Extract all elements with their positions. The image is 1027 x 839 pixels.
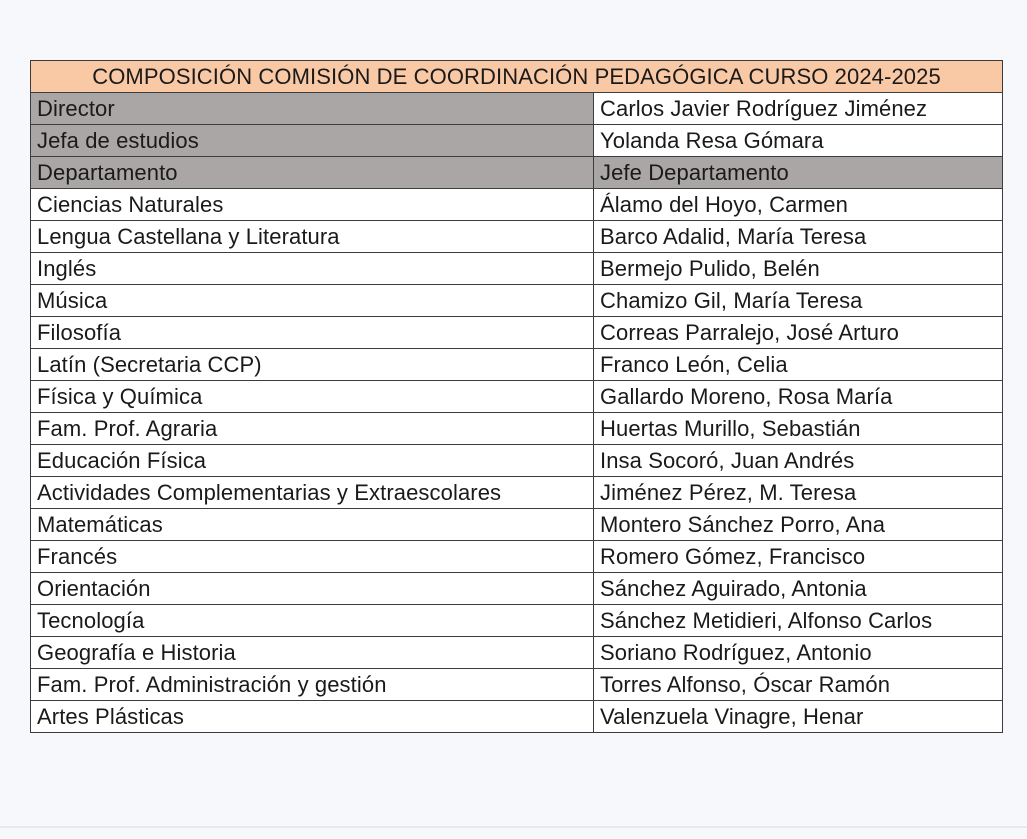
- department-cell: Lengua Castellana y Literatura: [31, 221, 594, 253]
- table-row: [31, 381, 1003, 413]
- department-cell: Física y Química: [31, 381, 594, 413]
- department-head-cell: Insa Socoró, Juan Andrés: [594, 445, 1003, 477]
- department-column-header: Departamento: [31, 157, 594, 189]
- department-head-cell: Huertas Murillo, Sebastián: [594, 413, 1003, 445]
- head-column-header: Jefe Departamento: [594, 157, 1003, 189]
- department-head-cell: Álamo del Hoyo, Carmen: [594, 189, 1003, 221]
- department-cell: Francés: [31, 541, 594, 573]
- table-row: [31, 189, 1003, 221]
- department-cell: Artes Plásticas: [31, 701, 594, 733]
- table-row: [31, 541, 1003, 573]
- department-head-cell: Sánchez Metidieri, Alfonso Carlos: [594, 605, 1003, 637]
- table-row: [31, 669, 1003, 701]
- department-cell: Educación Física: [31, 445, 594, 477]
- table-row: [31, 509, 1003, 541]
- table-row: [31, 285, 1003, 317]
- department-cell: Fam. Prof. Agraria: [31, 413, 594, 445]
- role-label: Jefa de estudios: [31, 125, 594, 157]
- department-head-cell: Bermejo Pulido, Belén: [594, 253, 1003, 285]
- table-row: [31, 701, 1003, 733]
- table-row: [31, 573, 1003, 605]
- table-row: [31, 637, 1003, 669]
- department-head-cell: Valenzuela Vinagre, Henar: [594, 701, 1003, 733]
- role-label: Director: [31, 93, 594, 125]
- table-row: [31, 477, 1003, 509]
- table-row: [31, 253, 1003, 285]
- department-cell: Tecnología: [31, 605, 594, 637]
- director-row: [31, 93, 1003, 125]
- department-cell: Música: [31, 285, 594, 317]
- department-cell: Orientación: [31, 573, 594, 605]
- ccp-composition-table: [30, 60, 1003, 733]
- table-row: [31, 605, 1003, 637]
- department-head-cell: Barco Adalid, María Teresa: [594, 221, 1003, 253]
- table-body: [31, 61, 1003, 733]
- department-head-cell: Chamizo Gil, María Teresa: [594, 285, 1003, 317]
- role-person: Carlos Javier Rodríguez Jiménez: [594, 93, 1003, 125]
- table-row: [31, 221, 1003, 253]
- department-head-cell: Sánchez Aguirado, Antonia: [594, 573, 1003, 605]
- table-row: [31, 445, 1003, 477]
- department-head-cell: Correas Parralejo, José Arturo: [594, 317, 1003, 349]
- department-cell: Matemáticas: [31, 509, 594, 541]
- role-person: Yolanda Resa Gómara: [594, 125, 1003, 157]
- table-title: COMPOSICIÓN COMISIÓN DE COORDINACIÓN PEDAGÓGICA CURSO 2024-2025: [31, 61, 1003, 93]
- department-cell: Geografía e Historia: [31, 637, 594, 669]
- department-cell: Latín (Secretaria CCP): [31, 349, 594, 381]
- department-head-cell: Torres Alfonso, Óscar Ramón: [594, 669, 1003, 701]
- department-head-cell: Soriano Rodríguez, Antonio: [594, 637, 1003, 669]
- department-head-cell: Montero Sánchez Porro, Ana: [594, 509, 1003, 541]
- department-cell: Filosofía: [31, 317, 594, 349]
- department-cell: Actividades Complementarias y Extraescolares: [31, 477, 594, 509]
- department-head-cell: Gallardo Moreno, Rosa María: [594, 381, 1003, 413]
- table-row: [31, 317, 1003, 349]
- table-row: [31, 413, 1003, 445]
- table-row: [31, 349, 1003, 381]
- department-head-cell: Franco León, Celia: [594, 349, 1003, 381]
- department-cell: Fam. Prof. Administración y gestión: [31, 669, 594, 701]
- bottom-divider: [0, 826, 1027, 828]
- department-head-cell: Romero Gómez, Francisco: [594, 541, 1003, 573]
- column-header-row: [31, 157, 1003, 189]
- department-head-cell: Jiménez Pérez, M. Teresa: [594, 477, 1003, 509]
- title-row: [31, 61, 1003, 93]
- department-cell: Ciencias Naturales: [31, 189, 594, 221]
- department-cell: Inglés: [31, 253, 594, 285]
- head-of-studies-row: [31, 125, 1003, 157]
